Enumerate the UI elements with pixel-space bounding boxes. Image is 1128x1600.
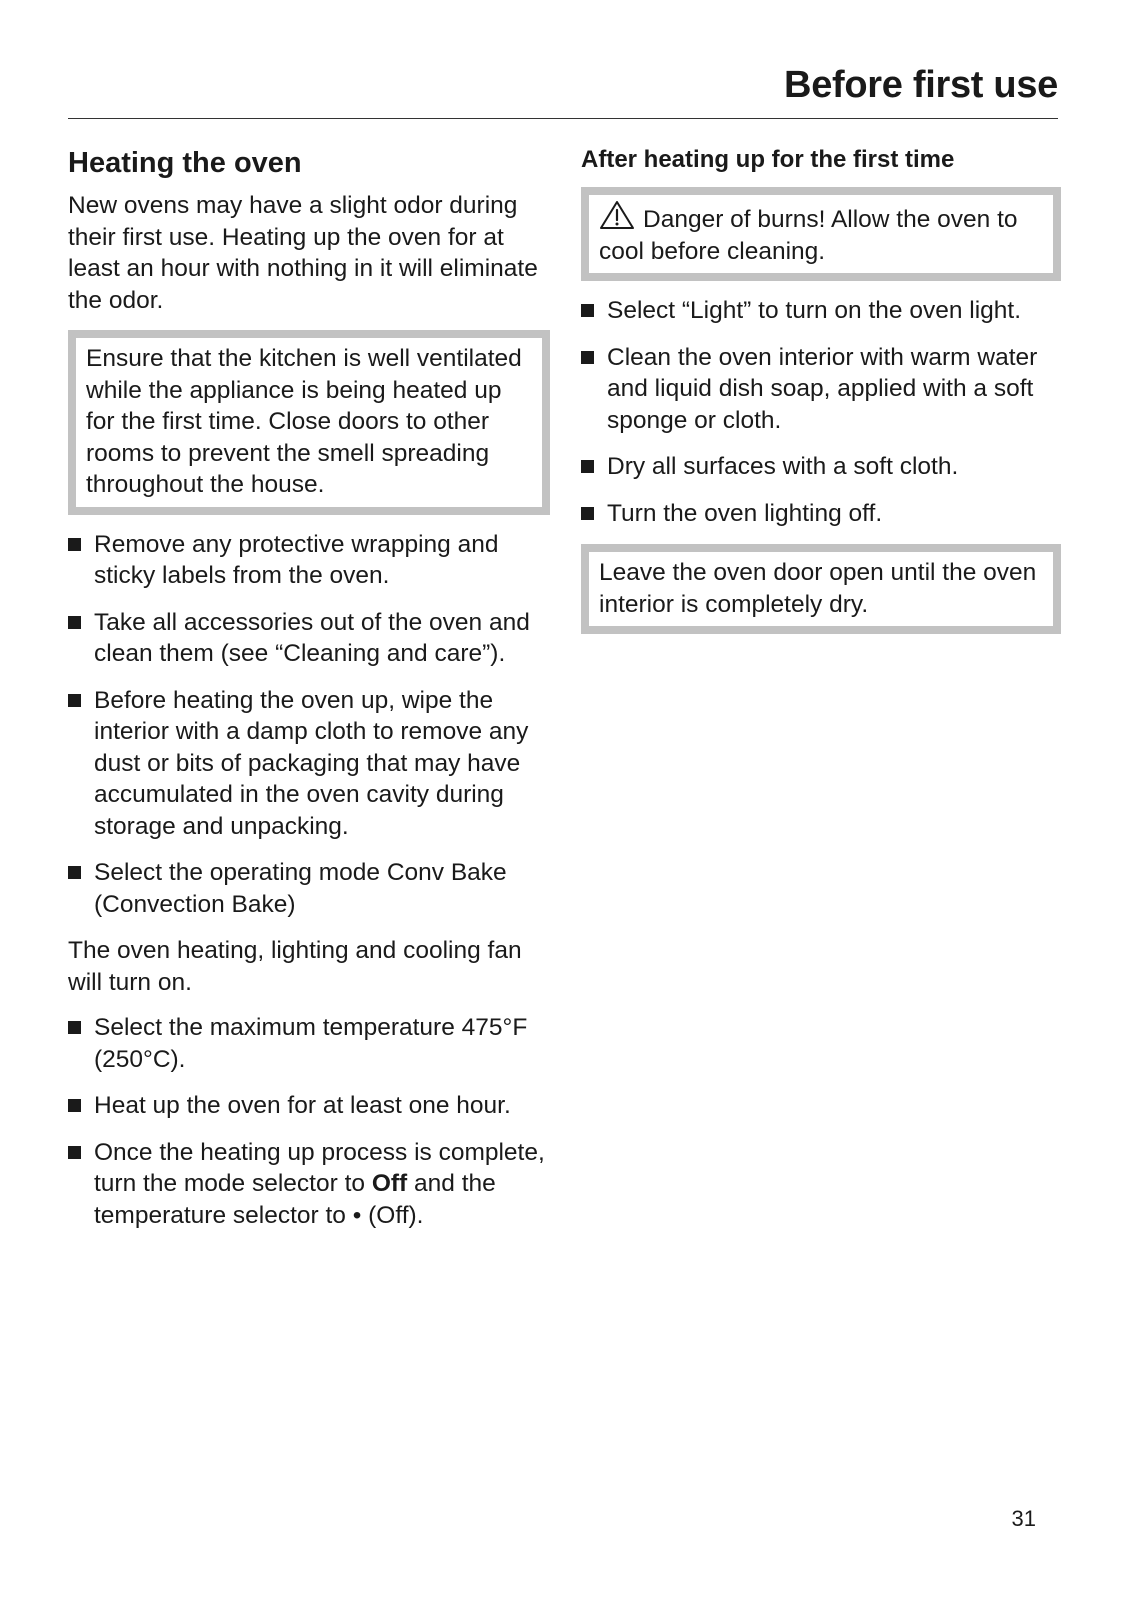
bullet-square-icon [68,694,81,707]
bullet-square-icon [68,1021,81,1034]
bullet-square-icon [68,1146,81,1159]
page-header [68,62,1058,119]
list-item [581,451,1061,483]
bullet-square-icon [68,616,81,629]
list-item [581,342,1061,437]
list-item-text: Remove any protective wrapping and sticky labels from the oven. [94,530,499,589]
section-title-after-heating: After heating up for the first time [581,146,955,173]
list-item [68,857,550,920]
list-item-text: Turn the oven lighting off. [607,499,883,527]
left-column [68,143,550,1246]
list-item-text: Dry all surfaces with a soft cloth. [607,453,959,480]
page-title: Before first use [784,64,1058,106]
bullet-square-icon [68,866,81,879]
bullet-square-icon [68,1099,81,1112]
list-item-text: Take all accessories out of the oven and clean them (see “Cleaning and care”). [94,608,530,667]
list-item [68,529,550,592]
list-item [581,295,1061,327]
list-item [68,1012,550,1075]
list-item-text: Clean the oven interior with warm water and liquid dish soap, applied with a soft sponge or cloth. [607,343,1038,434]
ventilation-note-box: Ensure that the kitchen is well ventilated while the appliance is being heated up for the first time. Close doors to other rooms to prevent the smell spreading throughout the house. [68,330,550,515]
list-item-text: Select “Light” to turn on the oven light. [607,297,1022,324]
list-item-text: Select the maximum temperature 475°F (250°C). [94,1014,528,1073]
burn-warning-box [581,187,1061,281]
list-item [581,498,1061,530]
after-heating-steps-list [581,295,1061,529]
door-open-note-box: Leave the oven door open until the oven interior is completely dry. [581,544,1061,634]
bullet-square-icon [581,460,594,473]
bullet-square-icon [68,538,81,551]
bullet-square-icon [581,507,594,520]
heating-steps-list [68,529,550,921]
warning-text: Danger of burns! Allow the oven to cool before cleaning. [599,206,1018,265]
list-item-text: Before heating the oven up, wipe the interior with a damp cloth to remove any dust or bits of packaging that may have accumulated in the oven cavity during storage and unpacking. [94,686,529,840]
list-item [68,1090,550,1122]
off-keyword: Off [371,1170,408,1197]
bullet-square-icon [581,351,594,364]
section-title-heating: Heating the oven [68,147,302,179]
warning-triangle-icon [599,200,635,230]
heating-steps-list-2 [68,1012,550,1231]
list-item [68,685,550,843]
list-item-text: Heat up the oven for at least one hour. [94,1092,511,1119]
list-item-text-post: and the temperature selector to • (Off). [94,1170,496,1229]
intro-paragraph: New ovens may have a slight odor during their first use. Heating up the oven for at least an hour with nothing in it will eliminate the odor. [68,192,538,314]
list-item [68,607,550,670]
mid-paragraph: The oven heating, lighting and cooling fan will turn on. [68,937,522,996]
list-item-text: Select the operating mode Conv Bake (Convection Bake) [94,859,507,918]
bullet-square-icon [581,304,594,317]
list-item-text-pre: Once the heating up process is complete, turn the mode selector to [94,1138,545,1197]
page-number: 31 [1011,1506,1036,1531]
right-column [581,143,1061,648]
list-item [68,1137,550,1232]
